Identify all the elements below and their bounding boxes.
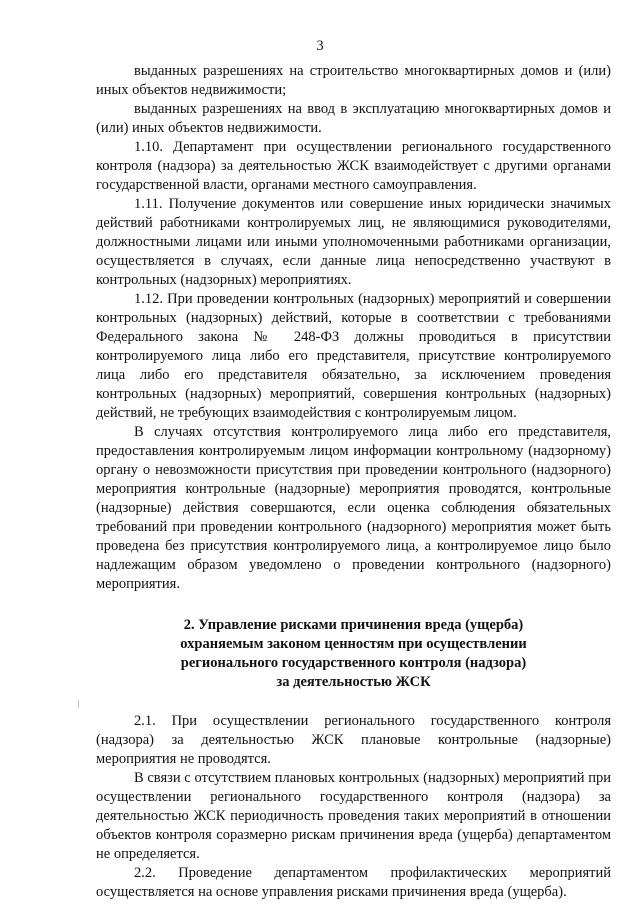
paragraph-2-1: 2.1. При осуществлении регионального государственного контроля (надзора) за деятельностью ЖСК плановые контрольные (надзорные) мероприятия не проводятся. [96, 713, 611, 767]
section-heading-line: регионального государственного контроля (надзора) [180, 655, 527, 671]
paragraph: выданных разрешениях на ввод в эксплуатацию многоквартирных домов и (или) иных объектов недвижимости. [96, 101, 611, 136]
paragraph-2-2: 2.2. Проведение департаментом профилактических мероприятий осуществляется на основе управления рисками причинения вреда (ущерба). [96, 865, 611, 900]
paragraph-1-11: 1.11. Получение документов или совершение иных юридически значимых действий работниками контролируемых лиц, не являющимися руководителями, должностными лицами или иными уполномоченными работниками организации, осуществляется в случаях, если данные лица непосредственно участвуют в контрольных (надзорных) мероприятиях. [96, 196, 611, 288]
paragraph-1-12: 1.12. При проведении контрольных (надзорных) мероприятий и совершении контрольных (надзорных) действий, которые в соответствии с требованиями Федерального закона № 248-ФЗ должны проводиться в присутствии контролируемого лица либо его представителя, присутствие контролируемого лица либо его представителя обязательно, за исключением проведения контрольных (надзорных) мероприятий, совершения контрольных (надзорных) действий, не требующих взаимодействия с контролируемым лицом. [96, 291, 611, 421]
paragraph: В связи с отсутствием плановых контрольных (надзорных) мероприятий при осуществлении регионального государственного контроля (надзора) за деятельностью ЖСК периодичность проведения таких мероприятий в отношении объектов контроля соразмерно рискам причинения вреда (ущерба) департаментом не определяется. [96, 770, 611, 862]
paragraph: выданных разрешениях на строительство многоквартирных домов и (или) иных объектов недвижимости; [96, 63, 611, 98]
paragraph: В случаях отсутствия контролируемого лица либо его представителя, предоставления контролируемым лицом информации контрольному (надзорному) органу о невозможности присутствия при проведении контрольного (надзорного) мероприятия контрольные (надзорные) мероприятия проводятся, контрольные (надзорные) действия совершаются, если оценка соблюдения обязательных требований при проведении контрольного (надзорного) мероприятия может быть проведена без присутствия контролируемого лица, а контролируемое лицо было надлежащим образом уведомлено о проведении контрольного (надзорного) мероприятия. [96, 424, 611, 592]
section-heading-line: 2. Управление рисками причинения вреда (ущерба) [183, 617, 524, 633]
section-heading-line: охраняемым законом ценностям при осуществлении [180, 636, 527, 652]
document-body [96, 62, 611, 902]
margin-mark [78, 700, 79, 708]
page-number: 3 [316, 38, 324, 54]
section-heading-line: за деятельностью ЖСК [276, 674, 431, 690]
paragraph-1-10: 1.10. Департамент при осуществлении регионального государственного контроля (надзора) за деятельностью ЖСК взаимодействует с другими органами государственной власти, органами местного самоуправления. [96, 139, 611, 193]
section-2-heading [96, 616, 611, 692]
